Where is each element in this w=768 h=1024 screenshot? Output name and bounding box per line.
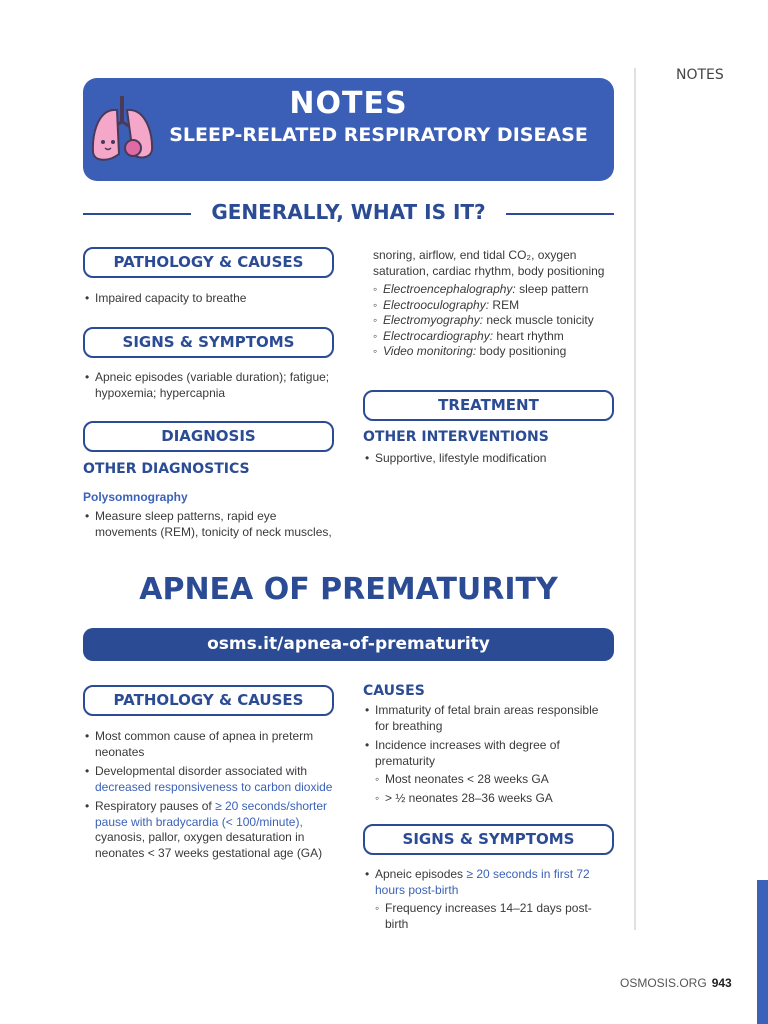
- diagnosis-list: [85, 509, 337, 540]
- list-item: • Respiratory pauses of ≥ 20 seconds/shorter pause with bradycardia (< 100/minute), cyanosis, pallor, oxygen desaturation in neonates < 37 weeks gestational age (GA): [85, 799, 340, 861]
- diagnosis-sublist: [373, 282, 623, 360]
- list-item: • Supportive, lifestyle modification: [365, 451, 615, 467]
- side-notes-label: NOTES: [676, 67, 724, 83]
- footer: [620, 976, 732, 990]
- pathology2-pill: PATHOLOGY & CAUSES: [83, 685, 334, 716]
- signs2-pill: SIGNS & SYMPTOMS: [363, 824, 614, 855]
- diagnosis-continued: snoring, airflow, end tidal CO₂, oxygen saturation, cardiac rhythm, body positioning: [373, 248, 605, 278]
- list-item: • Measure sleep patterns, rapid eye movements (REM), tonicity of neck muscles,: [85, 509, 337, 540]
- treatment-pill: TREATMENT: [363, 390, 614, 421]
- chapter-tab: [757, 880, 768, 1024]
- list-item: • Impaired capacity to breathe: [85, 291, 335, 307]
- polysomnography-heading: Polysomnography: [83, 490, 188, 504]
- diagnosis-pill: DIAGNOSIS: [83, 421, 334, 452]
- causes-heading: CAUSES: [363, 683, 425, 699]
- signs-pill: SIGNS & SYMPTOMS: [83, 327, 334, 358]
- signs-list: [85, 370, 337, 401]
- header-banner: [83, 78, 614, 181]
- list-item: ◦ Electroencephalography: sleep pattern: [363, 282, 623, 298]
- list-item: • Incidence increases with degree of prematurity: [365, 738, 615, 769]
- list-item: ◦ Video monitoring: body positioning: [363, 344, 623, 360]
- list-item: ◦ Most neonates < 28 weeks GA: [365, 772, 615, 788]
- list-item: • Immaturity of fetal brain areas responsible for breathing: [365, 703, 615, 734]
- list-item: • Apneic episodes ≥ 20 seconds in first 72 hours post-birth: [365, 867, 610, 898]
- list-item: • Most common cause of apnea in preterm neonates: [85, 729, 340, 760]
- list-item: ◦ > ½ neonates 28–36 weeks GA: [365, 791, 615, 807]
- list-item: ◦ Electrocardiography: heart rhythm: [363, 329, 623, 345]
- disease-title: APNEA OF PREMATURITY: [139, 572, 558, 607]
- section-heading: [83, 200, 614, 228]
- list-item: ◦ Electromyography: neck muscle tonicity: [363, 313, 623, 329]
- disease-link[interactable]: osms.it/apnea-of-prematurity: [83, 628, 614, 661]
- pathology-list: [85, 291, 335, 307]
- pathology2-list: [85, 729, 340, 861]
- page-number: 943: [711, 976, 732, 990]
- other-interventions-heading: OTHER INTERVENTIONS: [363, 429, 549, 445]
- other-diagnostics-heading: OTHER DIAGNOSTICS: [83, 461, 250, 477]
- list-item: ◦ Frequency increases 14–21 days post-birth: [365, 901, 610, 932]
- signs2-list: [365, 867, 610, 932]
- margin-divider: [634, 68, 636, 930]
- section-heading-text: GENERALLY, WHAT IS IT?: [211, 200, 486, 224]
- list-item: • Apneic episodes (variable duration); fatigue; hypoxemia; hypercapnia: [85, 370, 337, 401]
- banner-title: NOTES: [289, 86, 408, 121]
- causes-list: [365, 703, 615, 806]
- list-item: ◦ Electrooculography: REM: [363, 298, 623, 314]
- banner-subtitle: SLEEP-RELATED RESPIRATORY DISEASE: [169, 124, 588, 146]
- list-item: • Developmental disorder associated with decreased responsiveness to carbon dioxide: [85, 764, 340, 795]
- pathology-pill: PATHOLOGY & CAUSES: [83, 247, 334, 278]
- footer-site: OSMOSIS.ORG: [620, 976, 707, 990]
- treatment-list: [365, 451, 615, 467]
